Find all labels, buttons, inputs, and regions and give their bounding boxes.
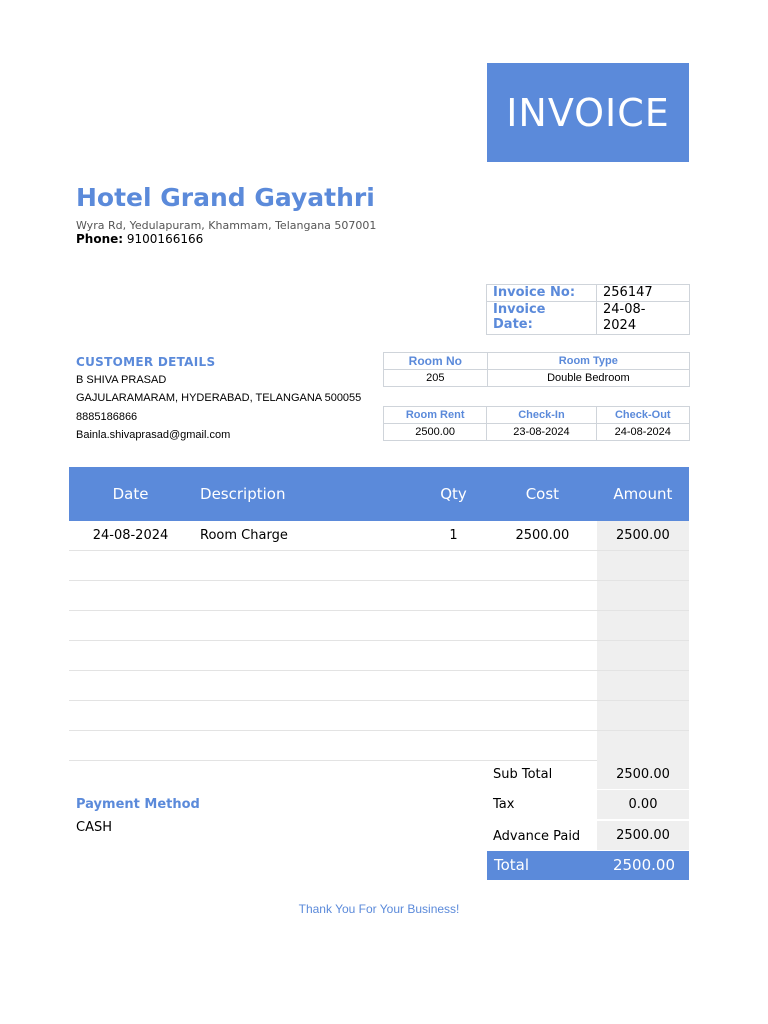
advance-paid-label: Advance Paid — [493, 829, 581, 844]
col-date: Date — [69, 467, 192, 521]
tax-label: Tax — [493, 797, 515, 812]
invoice-no-value: 256147 — [597, 285, 690, 302]
row-amount: 2500.00 — [597, 521, 689, 551]
invoice-title-banner: INVOICE — [487, 63, 689, 162]
room-no-label: Room No — [384, 353, 488, 370]
invoice-date-row — [487, 302, 690, 335]
invoice-date-value — [597, 302, 690, 335]
thank-you-note: Thank You For Your Business! — [298, 902, 460, 916]
line-items-header — [69, 467, 689, 521]
table-row-empty — [69, 641, 689, 671]
invoice-date-label-line2: Date: — [493, 317, 533, 332]
table-row-empty — [69, 671, 689, 701]
col-cost: Cost — [488, 467, 597, 521]
invoice-meta-table — [486, 284, 690, 335]
advance-paid-value: 2500.00 — [597, 821, 689, 850]
row-cost: 2500.00 — [488, 521, 597, 551]
payment-method-value: CASH — [76, 820, 112, 835]
table-row-empty — [69, 701, 689, 731]
checkin-value: 23-08-2024 — [487, 424, 596, 441]
checkout-value: 24-08-2024 — [596, 424, 689, 441]
subtotal-label: Sub Total — [493, 767, 553, 782]
col-qty: Qty — [419, 467, 488, 521]
tax-value: 0.00 — [597, 790, 689, 819]
room-no-value: 205 — [384, 370, 488, 387]
customer-address: GAJULARAMARAM, HYDERABAD, TELANGANA 500055 — [76, 392, 362, 404]
room-info-table — [383, 352, 690, 387]
checkout-label: Check-Out — [596, 407, 689, 424]
customer-details-heading: CUSTOMER DETAILS — [76, 355, 216, 369]
line-items-table — [69, 467, 689, 761]
total-bar — [487, 851, 689, 880]
hotel-name: Hotel Grand Gayathri — [76, 183, 375, 212]
hotel-phone-label: Phone: — [76, 232, 124, 246]
room-type-value: Double Bedroom — [487, 370, 689, 387]
invoice-no-row — [487, 285, 690, 302]
hotel-phone — [76, 232, 203, 246]
hotel-phone-number: 9100166166 — [126, 232, 204, 246]
invoice-no-label: Invoice No: — [487, 285, 597, 302]
subtotal-value: 2500.00 — [597, 760, 689, 789]
total-label: Total — [494, 856, 530, 874]
table-row-empty — [69, 611, 689, 641]
row-qty: 1 — [419, 521, 488, 551]
row-description: Room Charge — [192, 521, 419, 551]
table-row — [69, 521, 689, 551]
customer-email: Bainla.shivaprasad@gmail.com — [76, 429, 231, 441]
invoice-date-line1: 24-08- — [603, 302, 646, 317]
row-date: 24-08-2024 — [69, 521, 192, 551]
col-amount: Amount — [597, 467, 689, 521]
room-type-label: Room Type — [487, 353, 689, 370]
customer-name: B SHIVA PRASAD — [76, 374, 167, 386]
room-rent-value: 2500.00 — [384, 424, 487, 441]
room-rent-label: Room Rent — [384, 407, 487, 424]
total-value: 2500.00 — [612, 856, 675, 874]
table-row-empty — [69, 551, 689, 581]
stay-info-table — [383, 406, 690, 441]
checkin-label: Check-In — [487, 407, 596, 424]
payment-method-heading: Payment Method — [76, 797, 200, 812]
table-row-empty — [69, 581, 689, 611]
invoice-date-line2: 2024 — [603, 318, 637, 333]
col-description: Description — [192, 467, 419, 521]
customer-phone: 8885186866 — [76, 411, 138, 423]
hotel-address: Wyra Rd, Yedulapuram, Khammam, Telangana 507001 — [76, 219, 377, 232]
invoice-date-label — [487, 302, 597, 335]
invoice-date-label-line1: Invoice — [493, 302, 546, 317]
table-row-empty — [69, 731, 689, 761]
